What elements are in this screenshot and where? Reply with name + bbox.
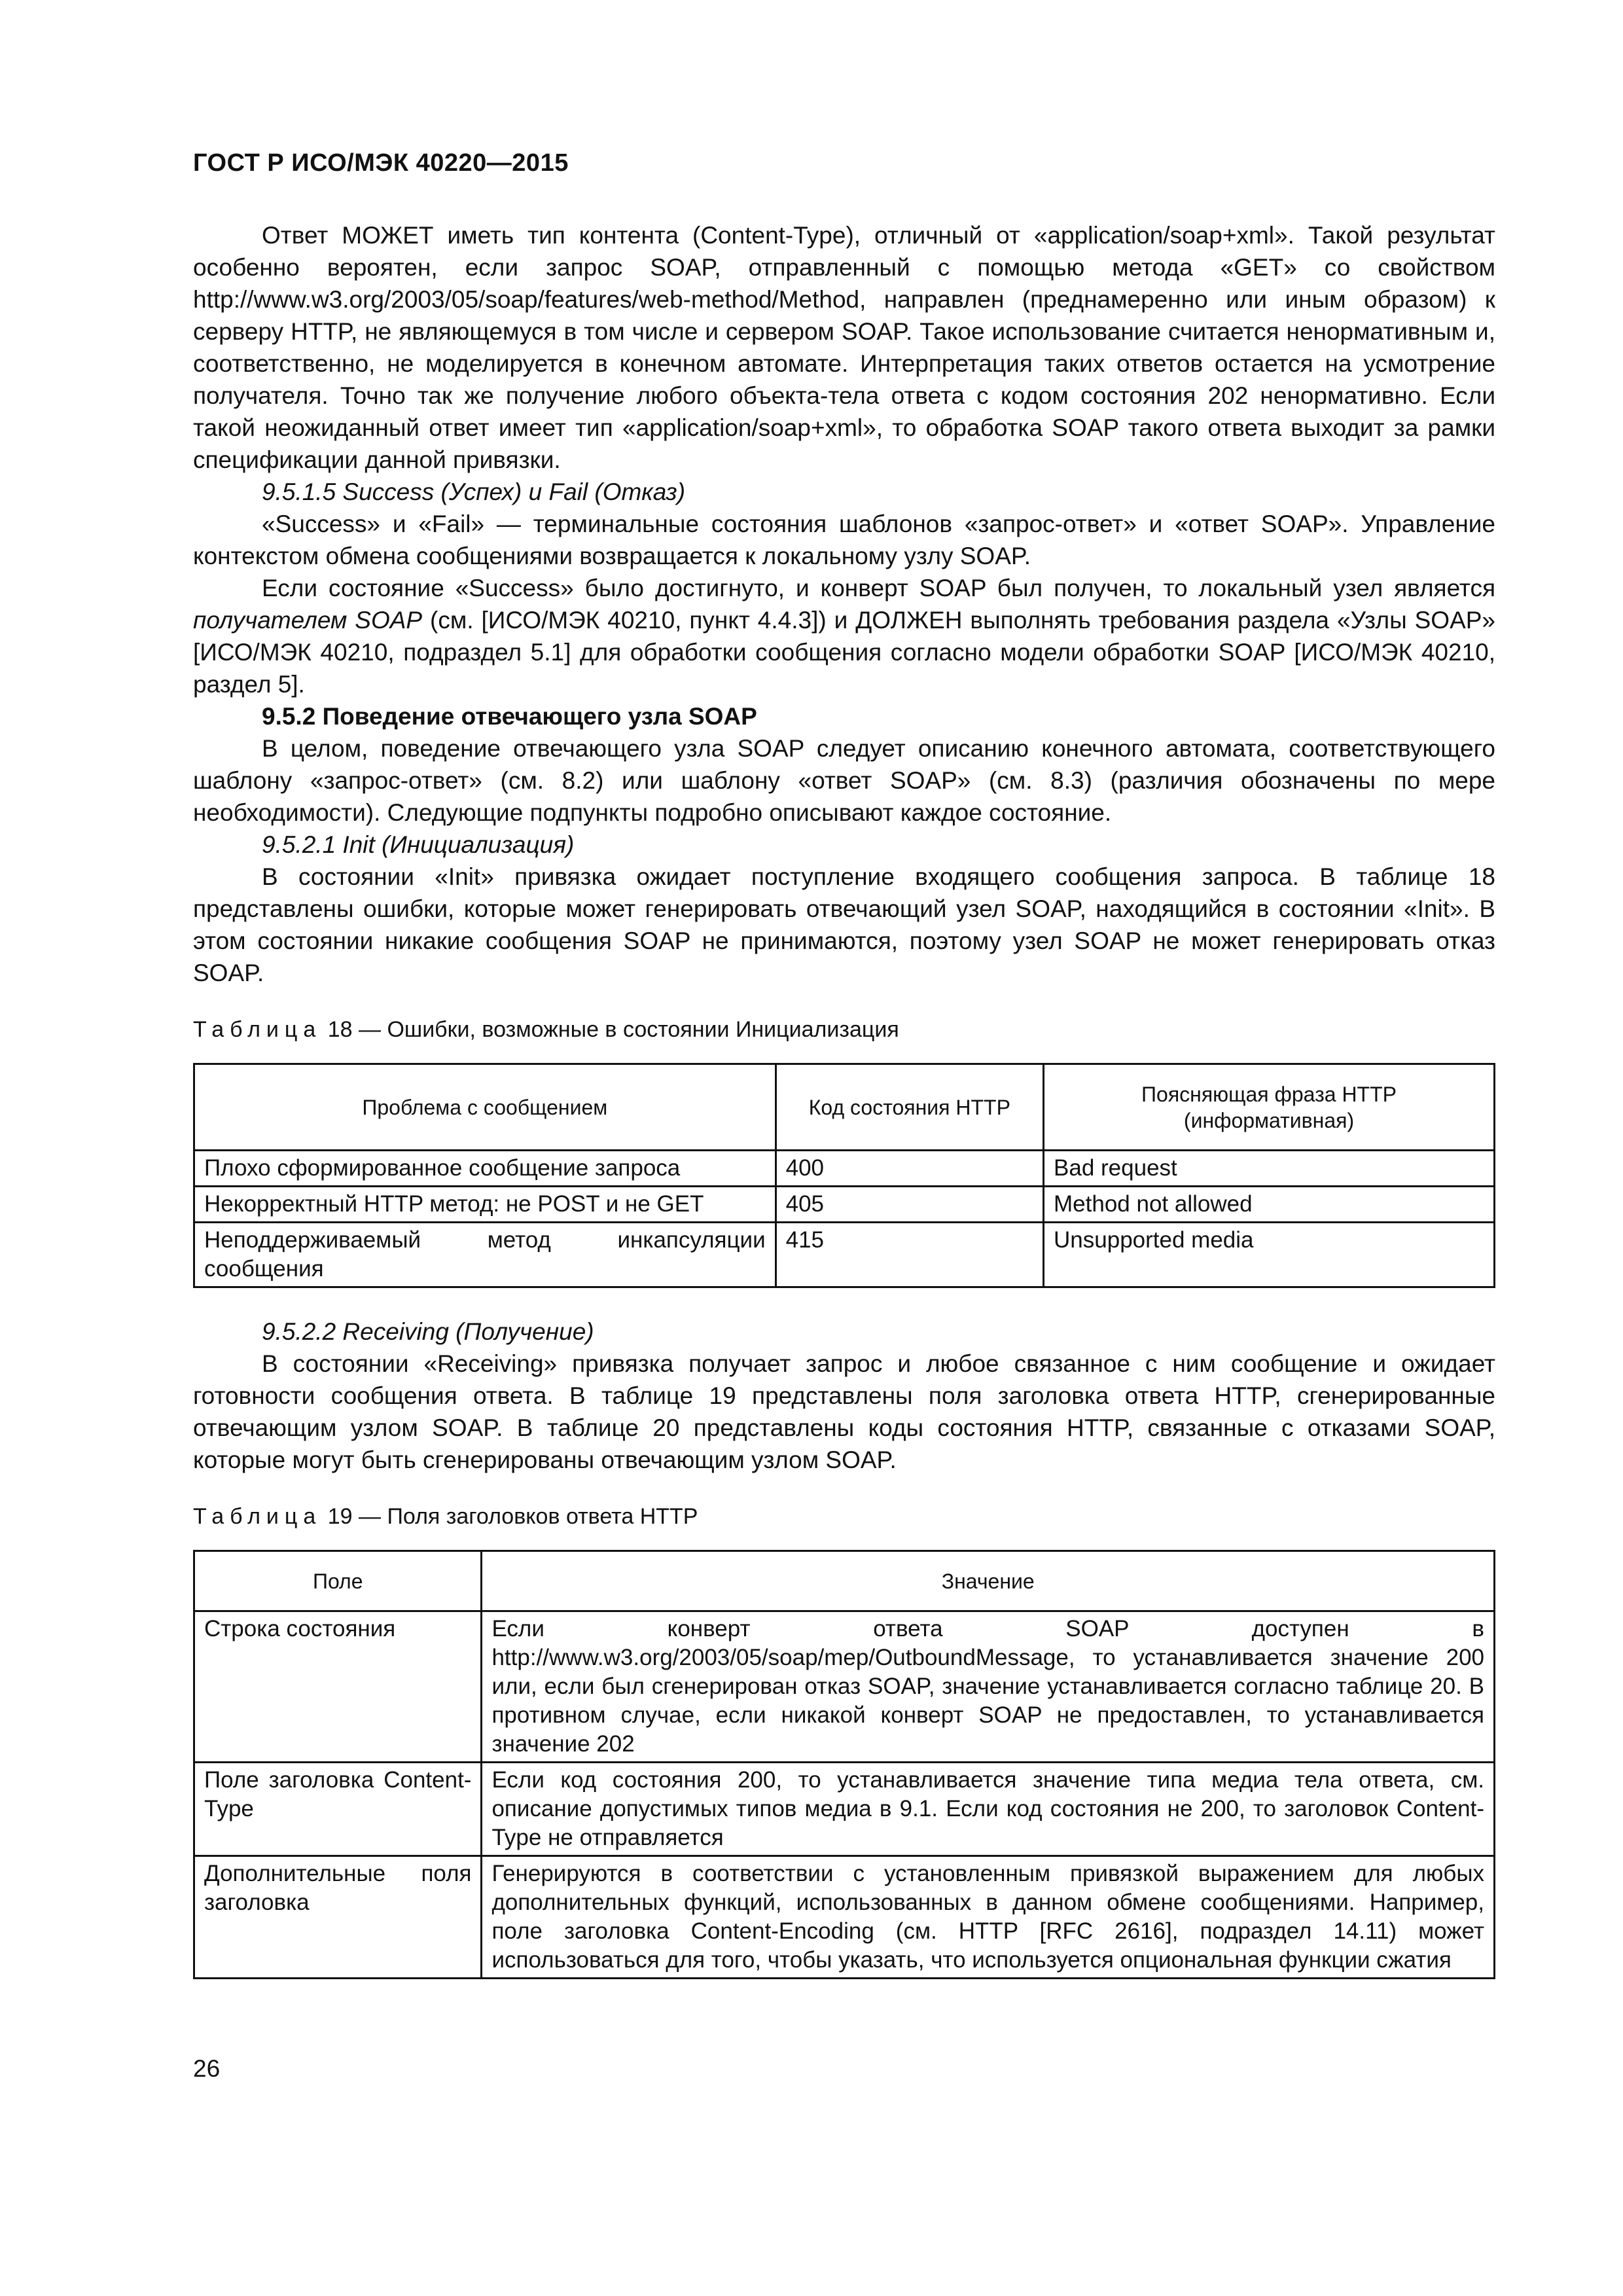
table-18-cell: Bad request: [1044, 1151, 1495, 1187]
table-19-header-field: Поле: [194, 1551, 482, 1611]
table-18-row: [194, 1187, 1495, 1223]
paragraph-success-state-text-a: Если состояние «Success» было достигнуто, и конверт SOAP был получен, то локальный узел является: [262, 575, 1495, 601]
heading-9-5-1-5: 9.5.1.5 Success (Успех) и Fail (Отказ): [262, 478, 686, 505]
table-18-cell: Method not allowed: [1044, 1187, 1495, 1223]
table-18-caption-prefix: Таблица: [193, 1017, 322, 1042]
table-18-caption-title: 18 — Ошибки, возможные в состоянии Инициализация: [321, 1017, 899, 1042]
table-18-header-problem: Проблема с сообщением: [194, 1064, 776, 1151]
paragraph-receiving-state: В состоянии «Receiving» привязка получает запрос и любое связанное с ним сообщение и ожидает готовности сообщения ответа. В таблице 19 представлены поля заголовка ответа HTTP, сгенерированные отвечающим узлом SOAP. В таблице 20 представлены коды состояния HTTP, связанные с отказами SOAP, которые могут быть сгенерированы отвечающим узлом SOAP.: [193, 1350, 1495, 1473]
heading-9-5-2-2: 9.5.2.2 Receiving (Получение): [262, 1318, 594, 1345]
table-19-cell: Если конверт ответа SOAP доступен в http://www.w3.org/2003/05/soap/mep/OutboundMessage, то устанавливается значение 200 или, если был сгенерирован отказ SOAP, значение устанавливается согласно таблице 20. В противном случае, если никакой конверт SOAP не предоставлен, то устанавливается значение 202: [482, 1611, 1495, 1763]
table-18-cell: 415: [776, 1223, 1043, 1287]
paragraph-init-state: В состоянии «Init» привязка ожидает поступление входящего сообщения запроса. В таблице 18 представлены ошибки, которые может генерировать отвечающий узел SOAP, находящийся в состоянии «Init». В этом состоянии никакие сообщения SOAP не принимаются, поэтому узел SOAP не может генерировать отказ SOAP.: [193, 863, 1495, 986]
table-18-header-row: [194, 1064, 1495, 1151]
table-18-cell: 400: [776, 1151, 1043, 1187]
page-content: [193, 219, 1495, 1979]
table-19-caption-prefix: Таблица: [193, 1504, 322, 1529]
table-18-header-status-code: Код состояния HTTP: [776, 1064, 1043, 1151]
paragraph-responding-node: В целом, поведение отвечающего узла SOAP следует описанию конечного автомата, соответствующего шаблону «запрос-ответ» (см. 8.2) или шаблону «ответ SOAP» (см. 8.3) (различия обозначены по мере необходимости). Следующие подпункты подробно описывают каждое состояние.: [193, 735, 1495, 826]
table-18-caption: [193, 1014, 1495, 1046]
table-19-header-row: [194, 1551, 1495, 1611]
table-19-cell: Если код состояния 200, то устанавливается значение типа медиа тела ответа, см. описание допустимых типов медиа в 9.1. Если код состояния не 200, то заголовок Content-Type не отправляется: [482, 1763, 1495, 1856]
table-18-cell: Некорректный HTTP метод: не POST и не GET: [194, 1187, 776, 1223]
table-19: [193, 1550, 1495, 1979]
table-19-caption: [193, 1501, 1495, 1533]
table-19-header-value: Значение: [482, 1551, 1495, 1611]
table-19-cell: Генерируются в соответствии с установленным привязкой выражением для любых дополнительных функций, использованных в данном обмене сообщениями. Например, поле заголовка Content-Encoding (см. HTTP [RFC 2616], подраздел 14.11) может использоваться для того, чтобы указать, что используется опциональная функции сжатия: [482, 1856, 1495, 1979]
table-19-caption-title: 19 — Поля заголовков ответа HTTP: [321, 1504, 698, 1529]
paragraph-content-type: Ответ МОЖЕТ иметь тип контента (Content-Type), отличный от «application/soap+xml». Такой результат особенно вероятен, если запрос SOAP, отправленный с помощью метода «GET» со свойством http://www.w3.org/2003/05/soap/features/web-method/Method, направлен (преднамеренно или иным образом) к серверу HTTP, не являющемуся в том числе и сервером SOAP. Такое использование считается ненормативным и, соответственно, не моделируется в конечном автомате. Интерпретация таких ответов остается на усмотрение получателя. Точно так же получение любого объекта-тела ответа с кодом состояния 202 ненормативно. Если такой неожиданный ответ имеет тип «application/soap+xml», то обработка SOAP такого ответа выходит за рамки спецификации данной привязки.: [193, 222, 1495, 473]
emphasis-soap-receiver: получателем SOAP: [193, 607, 423, 634]
heading-9-5-2: 9.5.2 Поведение отвечающего узла SOAP: [262, 703, 757, 730]
table-18-header-reason-phrase: Поясняющая фраза HTTP (информативная): [1044, 1064, 1495, 1151]
table-18-row: [194, 1223, 1495, 1287]
paragraph-success-state-text-b: (см. [ИСО/МЭК 40210, пункт 4.4.3]) и ДОЛЖЕН выполнять требования раздела «Узлы SOAP» [ИСО/МЭК 40210, подраздел 5.1] для обработки сообщения согласно модели обработки SOAP [ИСО/МЭК 40210, раздел 5].: [193, 607, 1496, 698]
document-header: ГОСТ Р ИСО/МЭК 40220—2015: [193, 149, 569, 177]
paragraph-success-state: [193, 572, 1495, 700]
table-19-cell: Дополнительные поля заголовка: [194, 1856, 482, 1979]
page-number: 26: [193, 2055, 221, 2082]
table-19-row: [194, 1763, 1495, 1856]
heading-9-5-2-1: 9.5.2.1 Init (Инициализация): [262, 831, 575, 858]
table-18-cell: Плохо сформированное сообщение запроса: [194, 1151, 776, 1187]
table-18-row: [194, 1151, 1495, 1187]
table-18-cell: Неподдерживаемый метод инкапсуляции сообщения: [194, 1223, 776, 1287]
table-19-cell: Поле заголовка Content-Type: [194, 1763, 482, 1856]
table-18-cell: 405: [776, 1187, 1043, 1223]
table-19-cell: Строка состояния: [194, 1611, 482, 1763]
table-18-cell: Unsupported media: [1044, 1223, 1495, 1287]
paragraph-success-fail: «Success» и «Fail» — терминальные состояния шаблонов «запрос-ответ» и «ответ SOAP». Управление контекстом обмена сообщениями возвращается к локальному узлу SOAP.: [193, 511, 1495, 569]
table-19-row: [194, 1611, 1495, 1763]
table-18: [193, 1063, 1495, 1288]
table-19-row: [194, 1856, 1495, 1979]
